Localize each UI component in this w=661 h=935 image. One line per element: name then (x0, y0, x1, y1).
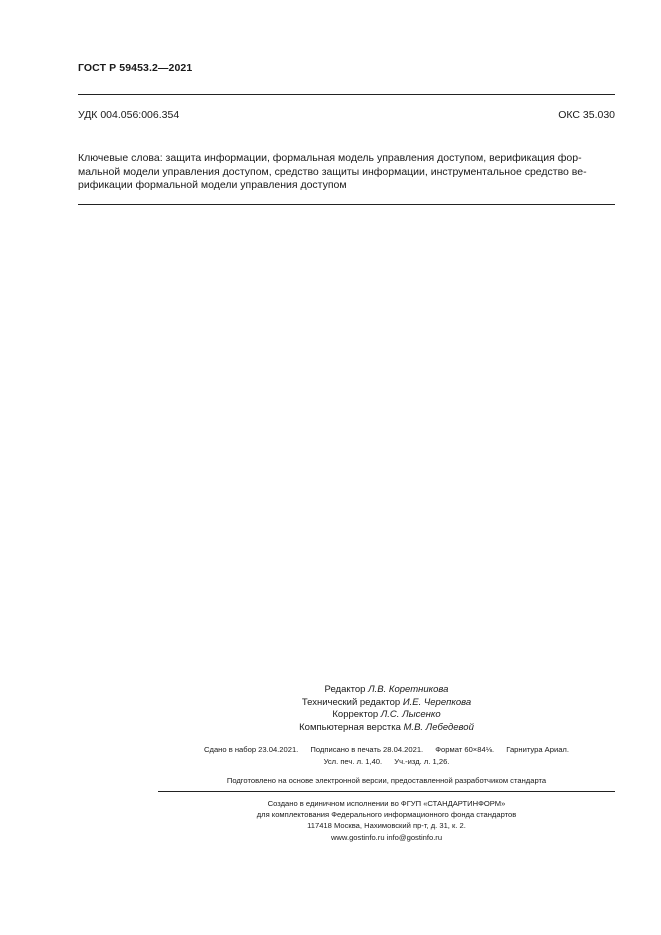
standard-code: ГОСТ Р 59453.2—2021 (78, 62, 193, 74)
oks-code: ОКС 35.030 (558, 109, 615, 121)
credit-name: Л.В. Коретникова (368, 684, 449, 695)
keywords-block (78, 152, 615, 193)
classification-row (78, 109, 615, 121)
imprint-block (158, 744, 615, 768)
imprint-line (158, 756, 615, 768)
publisher-line: Создано в единичном исполнении во ФГУП «СТАНДАРТИНФОРМ» (267, 799, 506, 808)
credit-role: Компьютерная верстка (299, 721, 401, 733)
credit-editor (158, 684, 615, 697)
credit-role: Корректор (332, 709, 379, 721)
publisher-contacts: www.gostinfo.ru info@gostinfo.ru (330, 832, 443, 842)
publisher-block (158, 798, 615, 843)
bottom-rule (158, 791, 615, 792)
keywords-line: мальной модели управления доступом, средство защиты информации, инструментальное средство ве- (78, 165, 587, 178)
credit-role: Редактор (324, 684, 366, 695)
imprint-line (158, 744, 615, 756)
publisher-line: для комплектования Федерального информационного фонда стандартов (256, 810, 517, 820)
credit-layout (158, 722, 615, 735)
prepared-note: Подготовлено на основе электронной версии, предоставленной разработчиком стандарта (226, 776, 547, 785)
keywords-rule (78, 204, 615, 205)
credit-name: И.Е. Черепкова (402, 696, 472, 708)
imprint-format: Формат 60×84⅛. (435, 745, 495, 754)
imprint-publisher-sheets: Уч.-изд. л. 1,26. (394, 756, 450, 766)
credit-role: Технический редактор (301, 696, 401, 708)
top-rule (78, 94, 615, 95)
credit-name: М.В. Лебедевой (403, 721, 474, 733)
imprint-print-sheets: Усл. печ. л. 1,40. (323, 756, 383, 766)
credit-name: Л.С. Лысенко (380, 709, 441, 721)
publisher-address: 117418 Москва, Нахимовский пр-т, д. 31, к. 2. (307, 821, 466, 831)
keywords-line: рификации формальной модели управления доступом (78, 179, 347, 191)
imprint-signed-date: Подписано в печать 28.04.2021. (310, 745, 424, 754)
credits-block (158, 684, 615, 734)
credit-proofreader (158, 709, 615, 722)
credit-tech-editor (158, 697, 615, 710)
keywords-line: Ключевые слова: защита информации, формальная модель управления доступом, верификация фор- (78, 152, 582, 164)
imprint-typeface: Гарнитура Ариал. (506, 745, 569, 754)
udc-code: УДК 004.056:006.354 (78, 109, 180, 121)
imprint-set-date: Сдано в набор 23.04.2021. (204, 745, 299, 754)
